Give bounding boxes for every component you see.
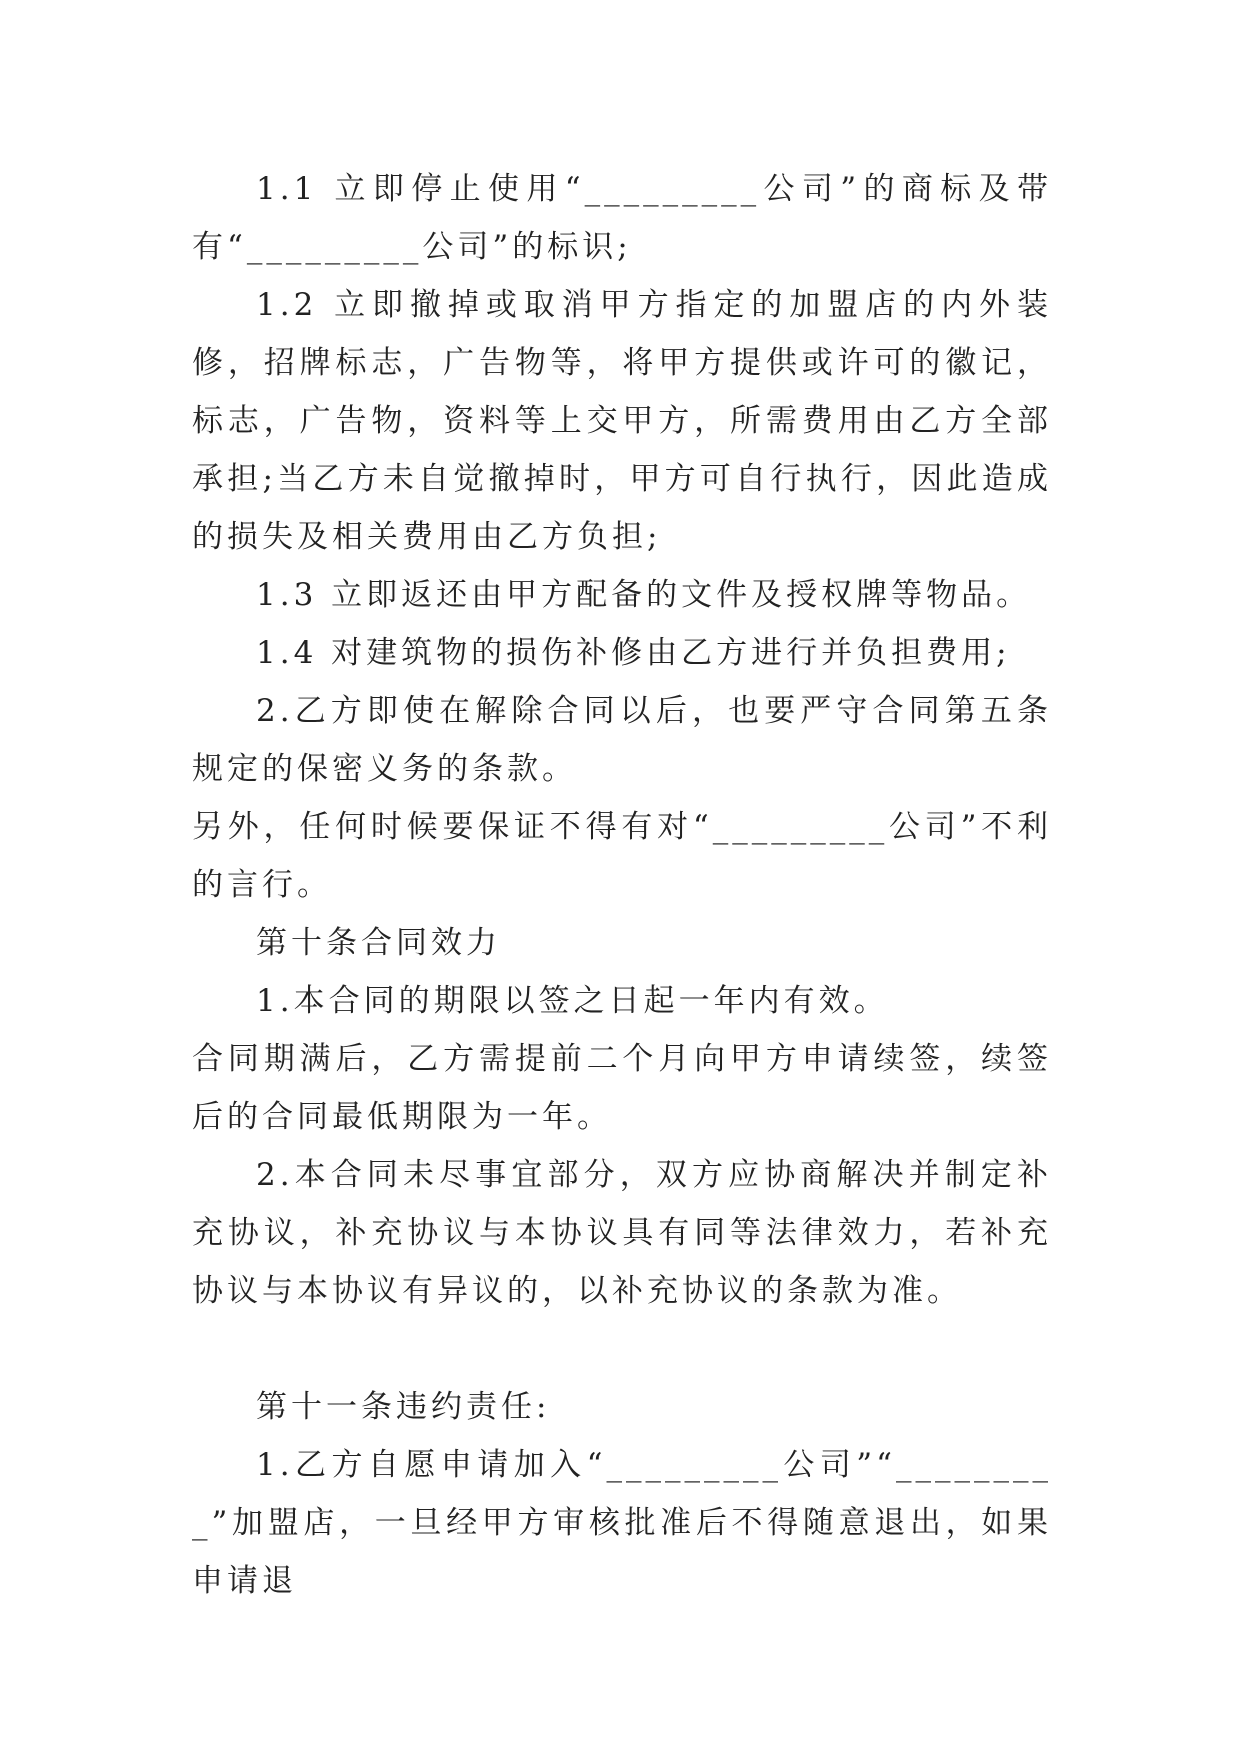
document-body (192, 160, 1052, 1610)
paragraph-1-3: 1.3 立即返还由甲方配备的文件及授权牌等物品。 (256, 577, 1032, 613)
paragraph-renewal: 合同期满后，乙方需提前二个月向甲方申请续签，续签后的合同最低期限为一年。 (192, 1041, 1052, 1135)
paragraph-additional: 另外，任何时候要保证不得有对“_________公司”不利的言行。 (192, 809, 1052, 903)
paragraph-2: 2.乙方即使在解除合同以后，也要严守合同第五条规定的保密义务的条款。 (192, 693, 1052, 787)
section-heading-article-11: 第十一条违约责任: (256, 1389, 551, 1425)
paragraph-1-4: 1.4 对建筑物的损伤补修由乙方进行并负担费用; (256, 635, 1011, 671)
paragraph-1-1: 1.1 立即停止使用“_________公司”的商标及带有“_________公司”的标识; (192, 171, 1052, 265)
paragraph-10-1: 1.本合同的期限以签之日起一年内有效。 (256, 983, 889, 1019)
paragraph-11-1: 1.乙方自愿申请加入“_________公司”“_________”加盟店，一旦经甲方审核批准后不得随意退出，如果申请退 (192, 1447, 1052, 1599)
section-heading-article-10: 第十条合同效力 (256, 925, 501, 961)
paragraph-1-2: 1.2 立即撤掉或取消甲方指定的加盟店的内外装修，招牌标志，广告物等，将甲方提供或许可的徽记，标志，广告物，资料等上交甲方，所需费用由乙方全部承担;当乙方未自觉撤掉时，甲方可自行执行，因此造成的损失及相关费用由乙方负担; (192, 287, 1052, 555)
paragraph-10-2: 2.本合同未尽事宜部分，双方应协商解决并制定补充协议，补充协议与本协议具有同等法律效力，若补充协议与本协议有异议的，以补充协议的条款为准。 (192, 1157, 1052, 1309)
blank-line (192, 1320, 1052, 1378)
